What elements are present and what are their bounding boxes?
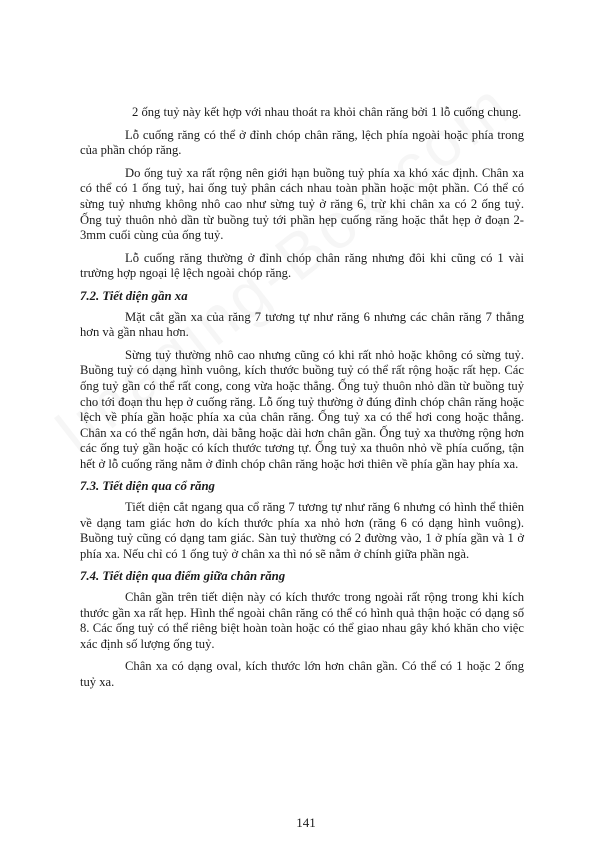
paragraph: Tiết diện cắt ngang qua cổ răng 7 tương tự như răng 6 nhưng có hình thể thiên về dạng tam giác hơn do kích thước phía xa nhỏ hơn (răng 6 có dạng hình vuông). Buồng tuỷ cũng có dạng tam giác. Sàn tuỷ thường có 2 đường vào, 1 ở phía gần và 1 ở phía xa. Nếu chỉ có 1 ống tuỷ ở chân xa thì nó sẽ nằm ở chính giữa phần ngà.: [80, 500, 524, 561]
paragraph: Lỗ cuống răng thường ở đỉnh chóp chân răng nhưng đôi khi cũng có 1 vài trường hợp ngoại lệ lệch ngoài chóp răng.: [80, 250, 524, 281]
paragraph: Lỗ cuống răng có thể ở đỉnh chóp chân răng, lệch phía ngoài hoặc phía trong của phần chóp răng.: [80, 127, 524, 158]
paragraph: 2 ống tuỷ này kết hợp với nhau thoát ra khỏi chân răng bởi 1 lỗ cuống chung.: [132, 105, 522, 119]
section-heading: 7.4. Tiết diện qua điểm giữa chân răng: [80, 569, 286, 584]
paragraph: Do ống tuỷ xa rất rộng nên giới hạn buồng tuỷ phía xa khó xác định. Chân xa có thể có 1 ống tuỷ, hai ống tuỷ phân cách nhau toàn phần hoặc một phần. Có thể có sừng tuỷ nhưng không nhô cao như sừng tuỷ ở răng 6, trừ khi chân xa có 2 ống tuỷ. Ống tuỷ thuôn nhỏ dần từ buồng tuỷ tới phần hẹp cuống răng hoặc thắt hẹp ở đoạn 2-3mm cuối cùng của ống tuỷ.: [80, 165, 524, 243]
paragraph: Chân xa có dạng oval, kích thước lớn hơn chân gần. Có thể có 1 hoặc 2 ống tuỷ xa.: [80, 659, 524, 689]
paragraph: Mặt cắt gần xa của răng 7 tương tự như răng 6 nhưng các chân răng 7 thẳng hơn và gần nhau hơn.: [80, 309, 524, 340]
paragraph: Chân gần trên tiết diện này có kích thước trong ngoài rất rộng trong khi kích thước gần xa rất hẹp. Hình thể ngoài chân răng có thể có hình quả thận hoặc có dạng số 8. Các ống tuỷ có thể riêng biệt hoàn toàn hoặc có thể giao nhau gây khó khăn cho việc xác định số lượng ống tuỷ.: [80, 590, 524, 651]
page-number: 141: [296, 815, 316, 830]
section-heading: 7.2. Tiết diện gần xa: [80, 288, 188, 303]
paragraph: Sừng tuỷ thường nhô cao nhưng cũng có khi rất nhỏ hoặc không có sừng tuỷ. Buồng tuỷ có dạng hình vuông, kích thước buồng tuỷ có thể rất rộng hoặc rất hẹp. Các ống tuỷ gần có thể rất cong, cong vừa hoặc thẳng. Ống tuỷ thuôn nhỏ dần từ buồng tuỷ cho tới đoạn thu hẹp ở cuống răng. Lỗ ống tuỷ thường ở đúng đỉnh chóp chân răng hoặc lệch về phía gần hoặc phía xa của chân răng. Ống tuỷ xa có thể hơi cong hoặc thẳng. Chân xa có thể ngắn hơn, dài bằng hoặc dài hơn chân gần. Ống tuỷ xa thường rộng hơn các ống tuỷ gần hoặc có kích thước tương tự. Ống tuỷ xa thuôn nhỏ về phía cuống, tận hết ở lỗ cuống răng nằm ở đỉnh chóp chân răng hoặc hơi thiên về phía gần hay phía xa.: [80, 347, 524, 471]
section-heading: 7.3. Tiết diện qua cổ răng: [80, 479, 215, 494]
page-content: [80, 105, 524, 698]
